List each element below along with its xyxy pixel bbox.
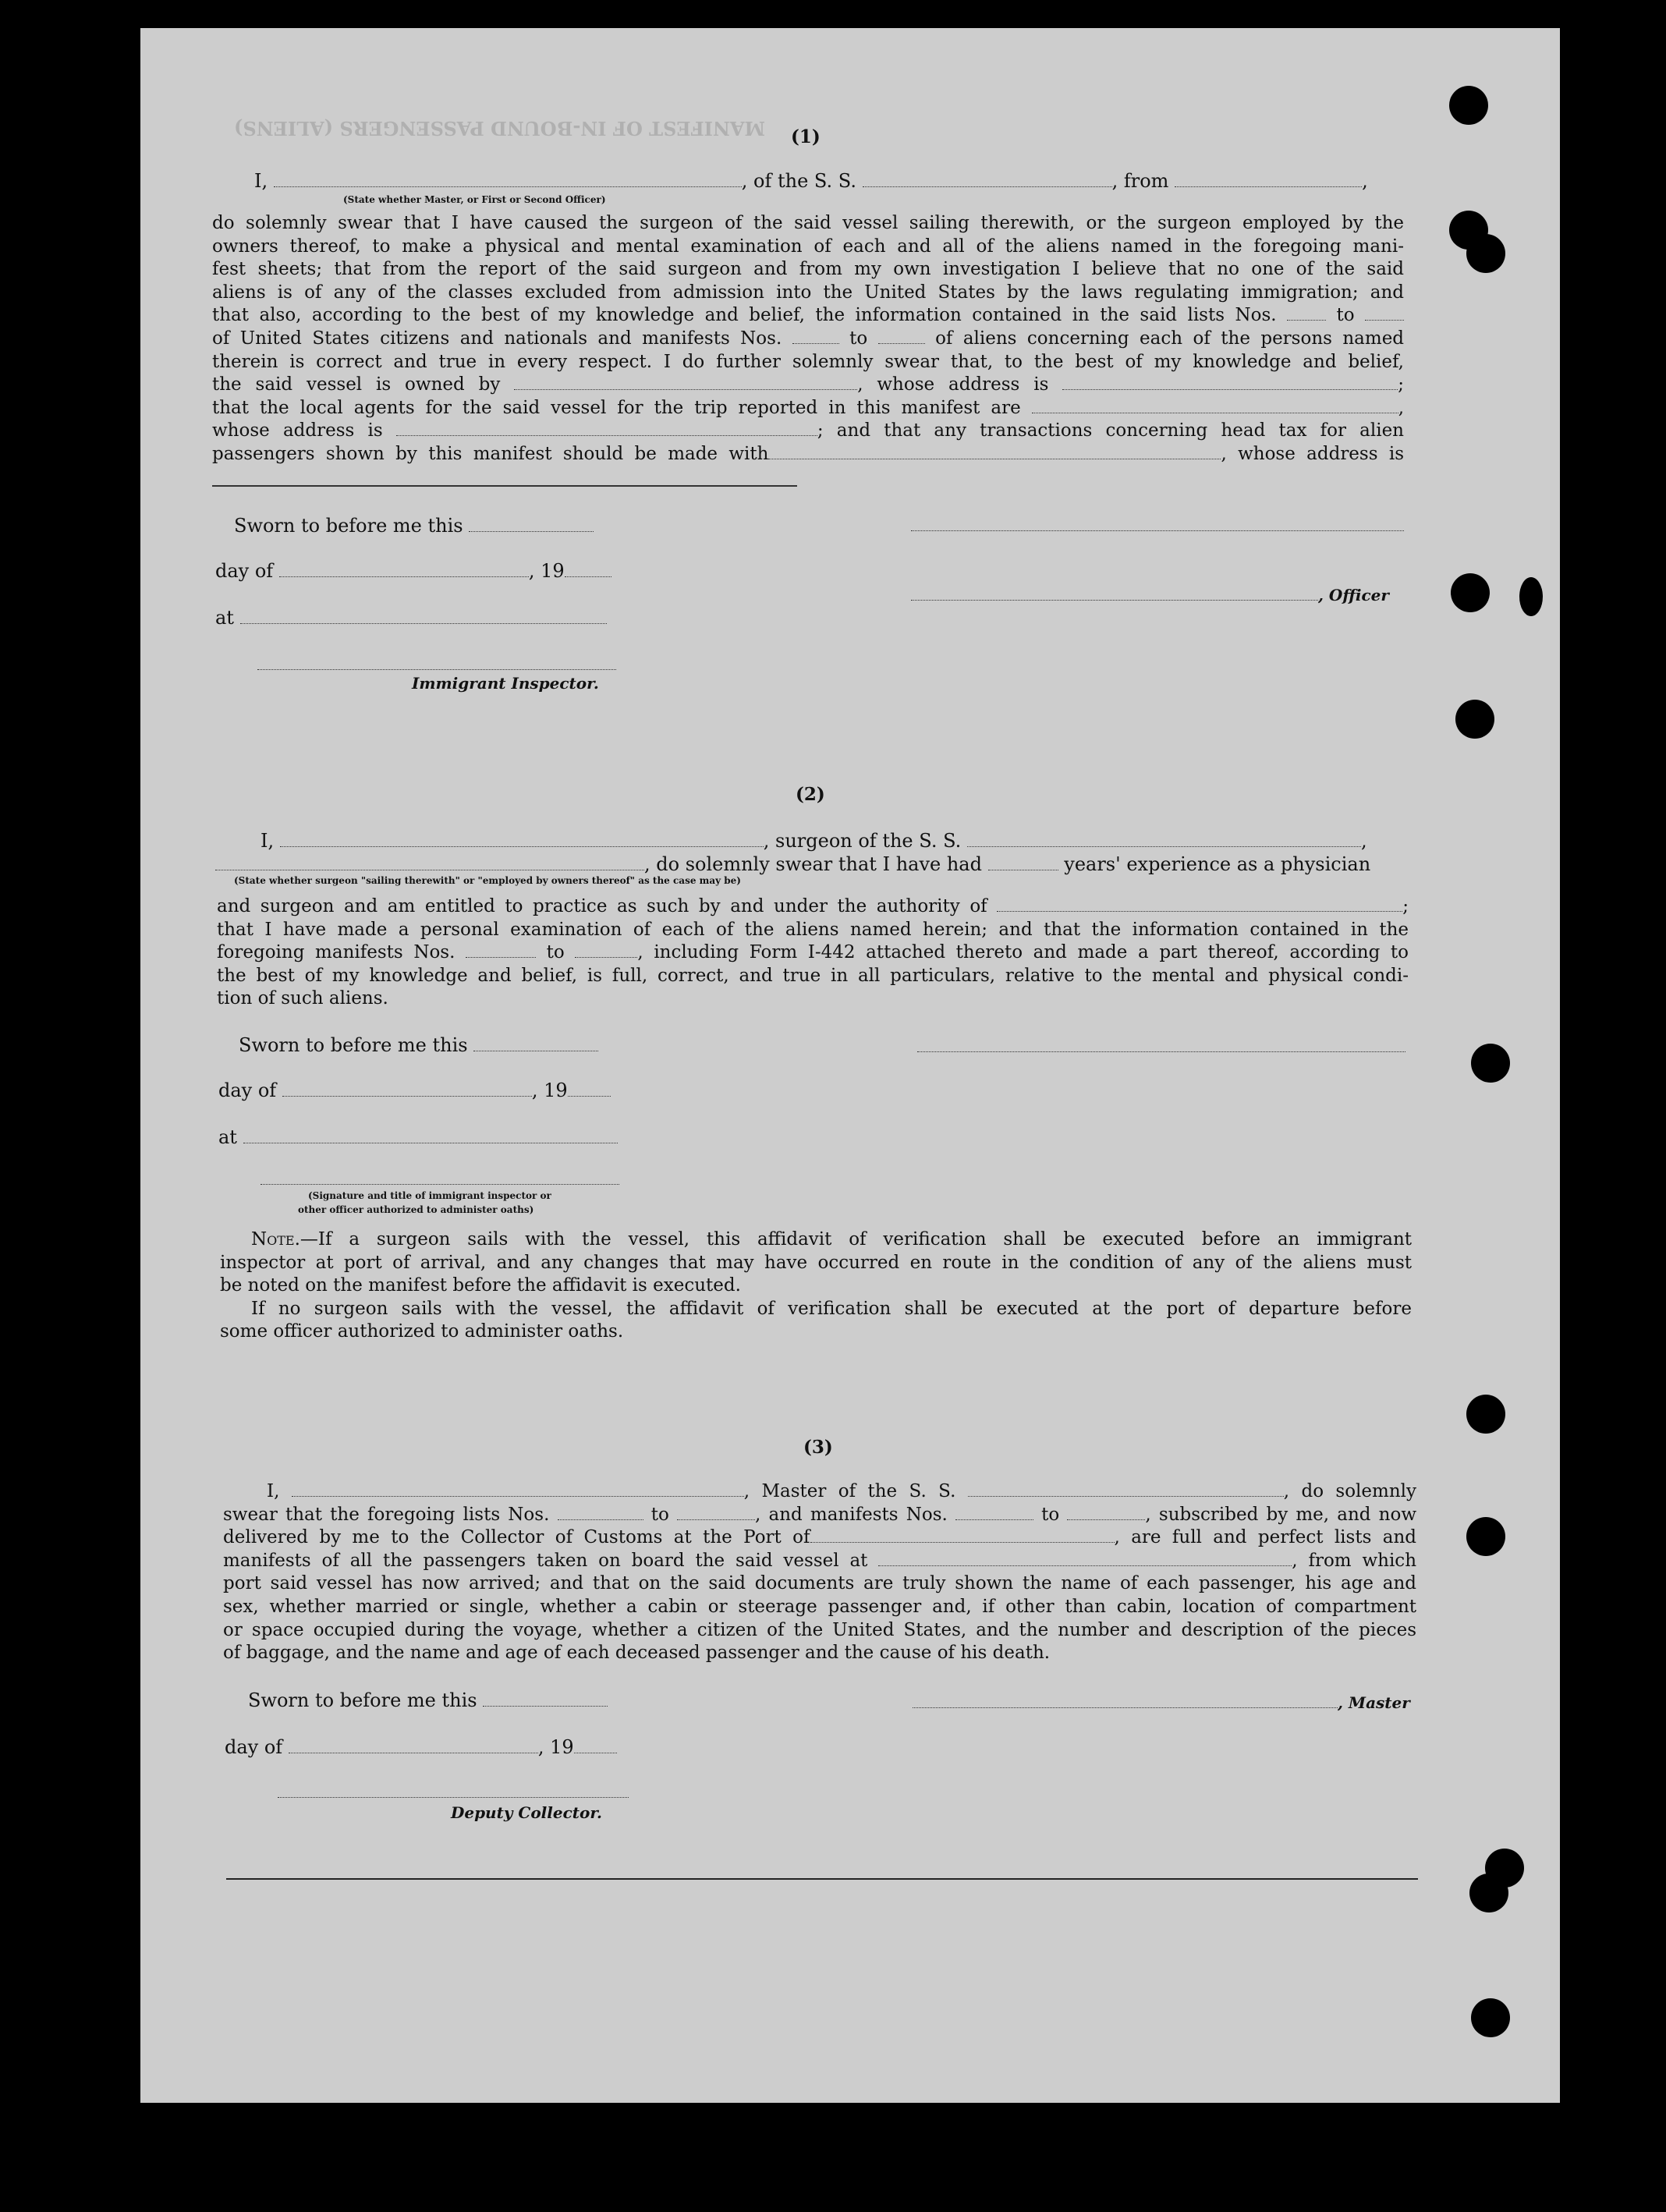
- s2-surgeon-signature[interactable]: [917, 1051, 1405, 1052]
- section-1-number: (1): [791, 126, 821, 147]
- s1-from-field[interactable]: [1175, 186, 1362, 187]
- s2-at: at: [218, 1126, 618, 1148]
- s1-inspector-signature[interactable]: [257, 669, 616, 670]
- s1-sworn: Sworn to before me this: [234, 515, 594, 537]
- punch-hole: [1469, 1873, 1508, 1912]
- s3-sworn: Sworn to before me this: [248, 1689, 608, 1711]
- punch-hole: [1466, 234, 1505, 273]
- s3-master-line: , Master: [913, 1691, 1410, 1713]
- s1-officer-note: (State whether Master, or First or Second Officer): [343, 194, 606, 205]
- section-2-number: (2): [796, 784, 825, 805]
- s2-sig-note1: (Signature and title of immigrant inspector or: [308, 1190, 551, 1201]
- s1-body: do solemnly swear that I have caused the surgeon of the said vessel sailing therewith, or the surgeon employed by the owners thereof, to make a physical and mental examination of each and all of the aliens named in the foregoing mani- fest sheets; that from the report of the said surgeon and from my own investigation I believe that no one of the said aliens is of any of the classes excluded from admission into the United States by the laws regulating immigration; and that also, according to the best of my knowledge and belief, the information contained in the said lists Nos. to of United States citizens and nationals and manifests Nos. to of aliens concerning each of the persons named therein is correct and true in every respect. I do further solemnly swear that, to the best of my knowledge and belief, the said vessel is owned by , whose address is ; that the local agents for the said vessel for the trip reported in this manifest are , whose address is ; and that any transactions concerning head tax for alien passengers shown by this manifest should be made with , whose address is: [212, 213, 1405, 464]
- punch-hole: [1451, 573, 1490, 612]
- s2-line1: I, , surgeon of the S. S. ,: [261, 830, 1367, 852]
- s2-body: and surgeon and am entitled to practice as such by and under the authority of ; that I have made a personal examination of each of the aliens named herein; and that the information contained in the foregoing manifests Nos. to , including Form I-442 attached thereto and made a part thereof, according to the best of my knowledge and belief, is full, correct, and true in all particulars, relative to the mental and physical condi- tion of such aliens.: [217, 896, 1409, 1009]
- s1-address-line[interactable]: [212, 485, 797, 487]
- s2-line2: , do solemnly swear that I have had years' experience as a physician: [215, 853, 1370, 875]
- s2-sig-note2: other officer authorized to administer oaths): [298, 1204, 534, 1215]
- punch-hole: [1466, 1517, 1505, 1556]
- ghost-header: MANIFEST OF IN-BOUND PASSENGERS (ALIENS): [234, 117, 766, 140]
- s3-deputy-signature[interactable]: [278, 1797, 629, 1798]
- s1-inspector-label: Immigrant Inspector.: [412, 674, 599, 693]
- s3-dayof: day of , 19: [225, 1736, 617, 1758]
- s2-years-field[interactable]: [988, 869, 1058, 870]
- s2-surgeon-note: (State whether surgeon "sailing therewith" or "employed by owners thereof" as the case may be): [234, 875, 741, 886]
- s2-note: Note.—If a surgeon sails with the vessel, this affidavit of verification shall be executed before an immigrant inspector at port of arrival, and any changes that may have occurred en route in the condition of any of the aliens must be noted on the manifest before the affidavit is executed. If no surgeon sails with the vessel, the affidavit of verification shall be executed at the port of departure before some officer authorized to administer oaths.: [220, 1229, 1412, 1342]
- s3-deputy-label: Deputy Collector.: [451, 1803, 603, 1822]
- punch-hole: [1449, 86, 1488, 125]
- s1-dayof: day of , 19: [215, 560, 611, 582]
- s1-at: at: [215, 607, 607, 629]
- s3-body: I, , Master of the S. S. , do solemnly swear that the foregoing lists Nos. to , and manifests Nos. to , subscribed by me, and now delivered by me to the Collector of Customs at the Port of , are full and perfect lists and manifests of all the passengers taken on board the said vessel at , from which port said vessel has now arrived; and that on the said documents are truly shown the name of each passenger, his age and sex, whether married or single, whether a cabin or steerage passenger and, if other than cabin, location of compartment or space occupied during the voyage, whether a citizen of the United States, and the number and description of the pieces of baggage, and the name and age of each deceased passenger and the cause of his death.: [223, 1481, 1417, 1664]
- s2-surgeon-name-field[interactable]: [280, 845, 764, 847]
- s2-dayof: day of , 19: [218, 1079, 611, 1101]
- punch-hole: [1471, 1044, 1510, 1083]
- s2-vessel-field[interactable]: [967, 845, 1361, 847]
- s2-sworn: Sworn to before me this: [239, 1034, 598, 1056]
- s1-officer-field[interactable]: [274, 186, 742, 187]
- s1-officer-line: , Officer: [911, 583, 1389, 605]
- s1-officer-signature[interactable]: [911, 530, 1404, 531]
- punch-hole: [1466, 1395, 1505, 1434]
- punch-hole: [1455, 700, 1494, 739]
- punch-hole: [1471, 1998, 1510, 2037]
- punch-hole: [1519, 577, 1543, 616]
- s2-inspector-signature[interactable]: [261, 1184, 619, 1185]
- bottom-rule: [226, 1878, 1418, 1880]
- section-3-number: (3): [803, 1437, 833, 1458]
- s1-vessel-field[interactable]: [863, 186, 1112, 187]
- s1-line1: I, , of the S. S. , from ,: [254, 170, 1368, 192]
